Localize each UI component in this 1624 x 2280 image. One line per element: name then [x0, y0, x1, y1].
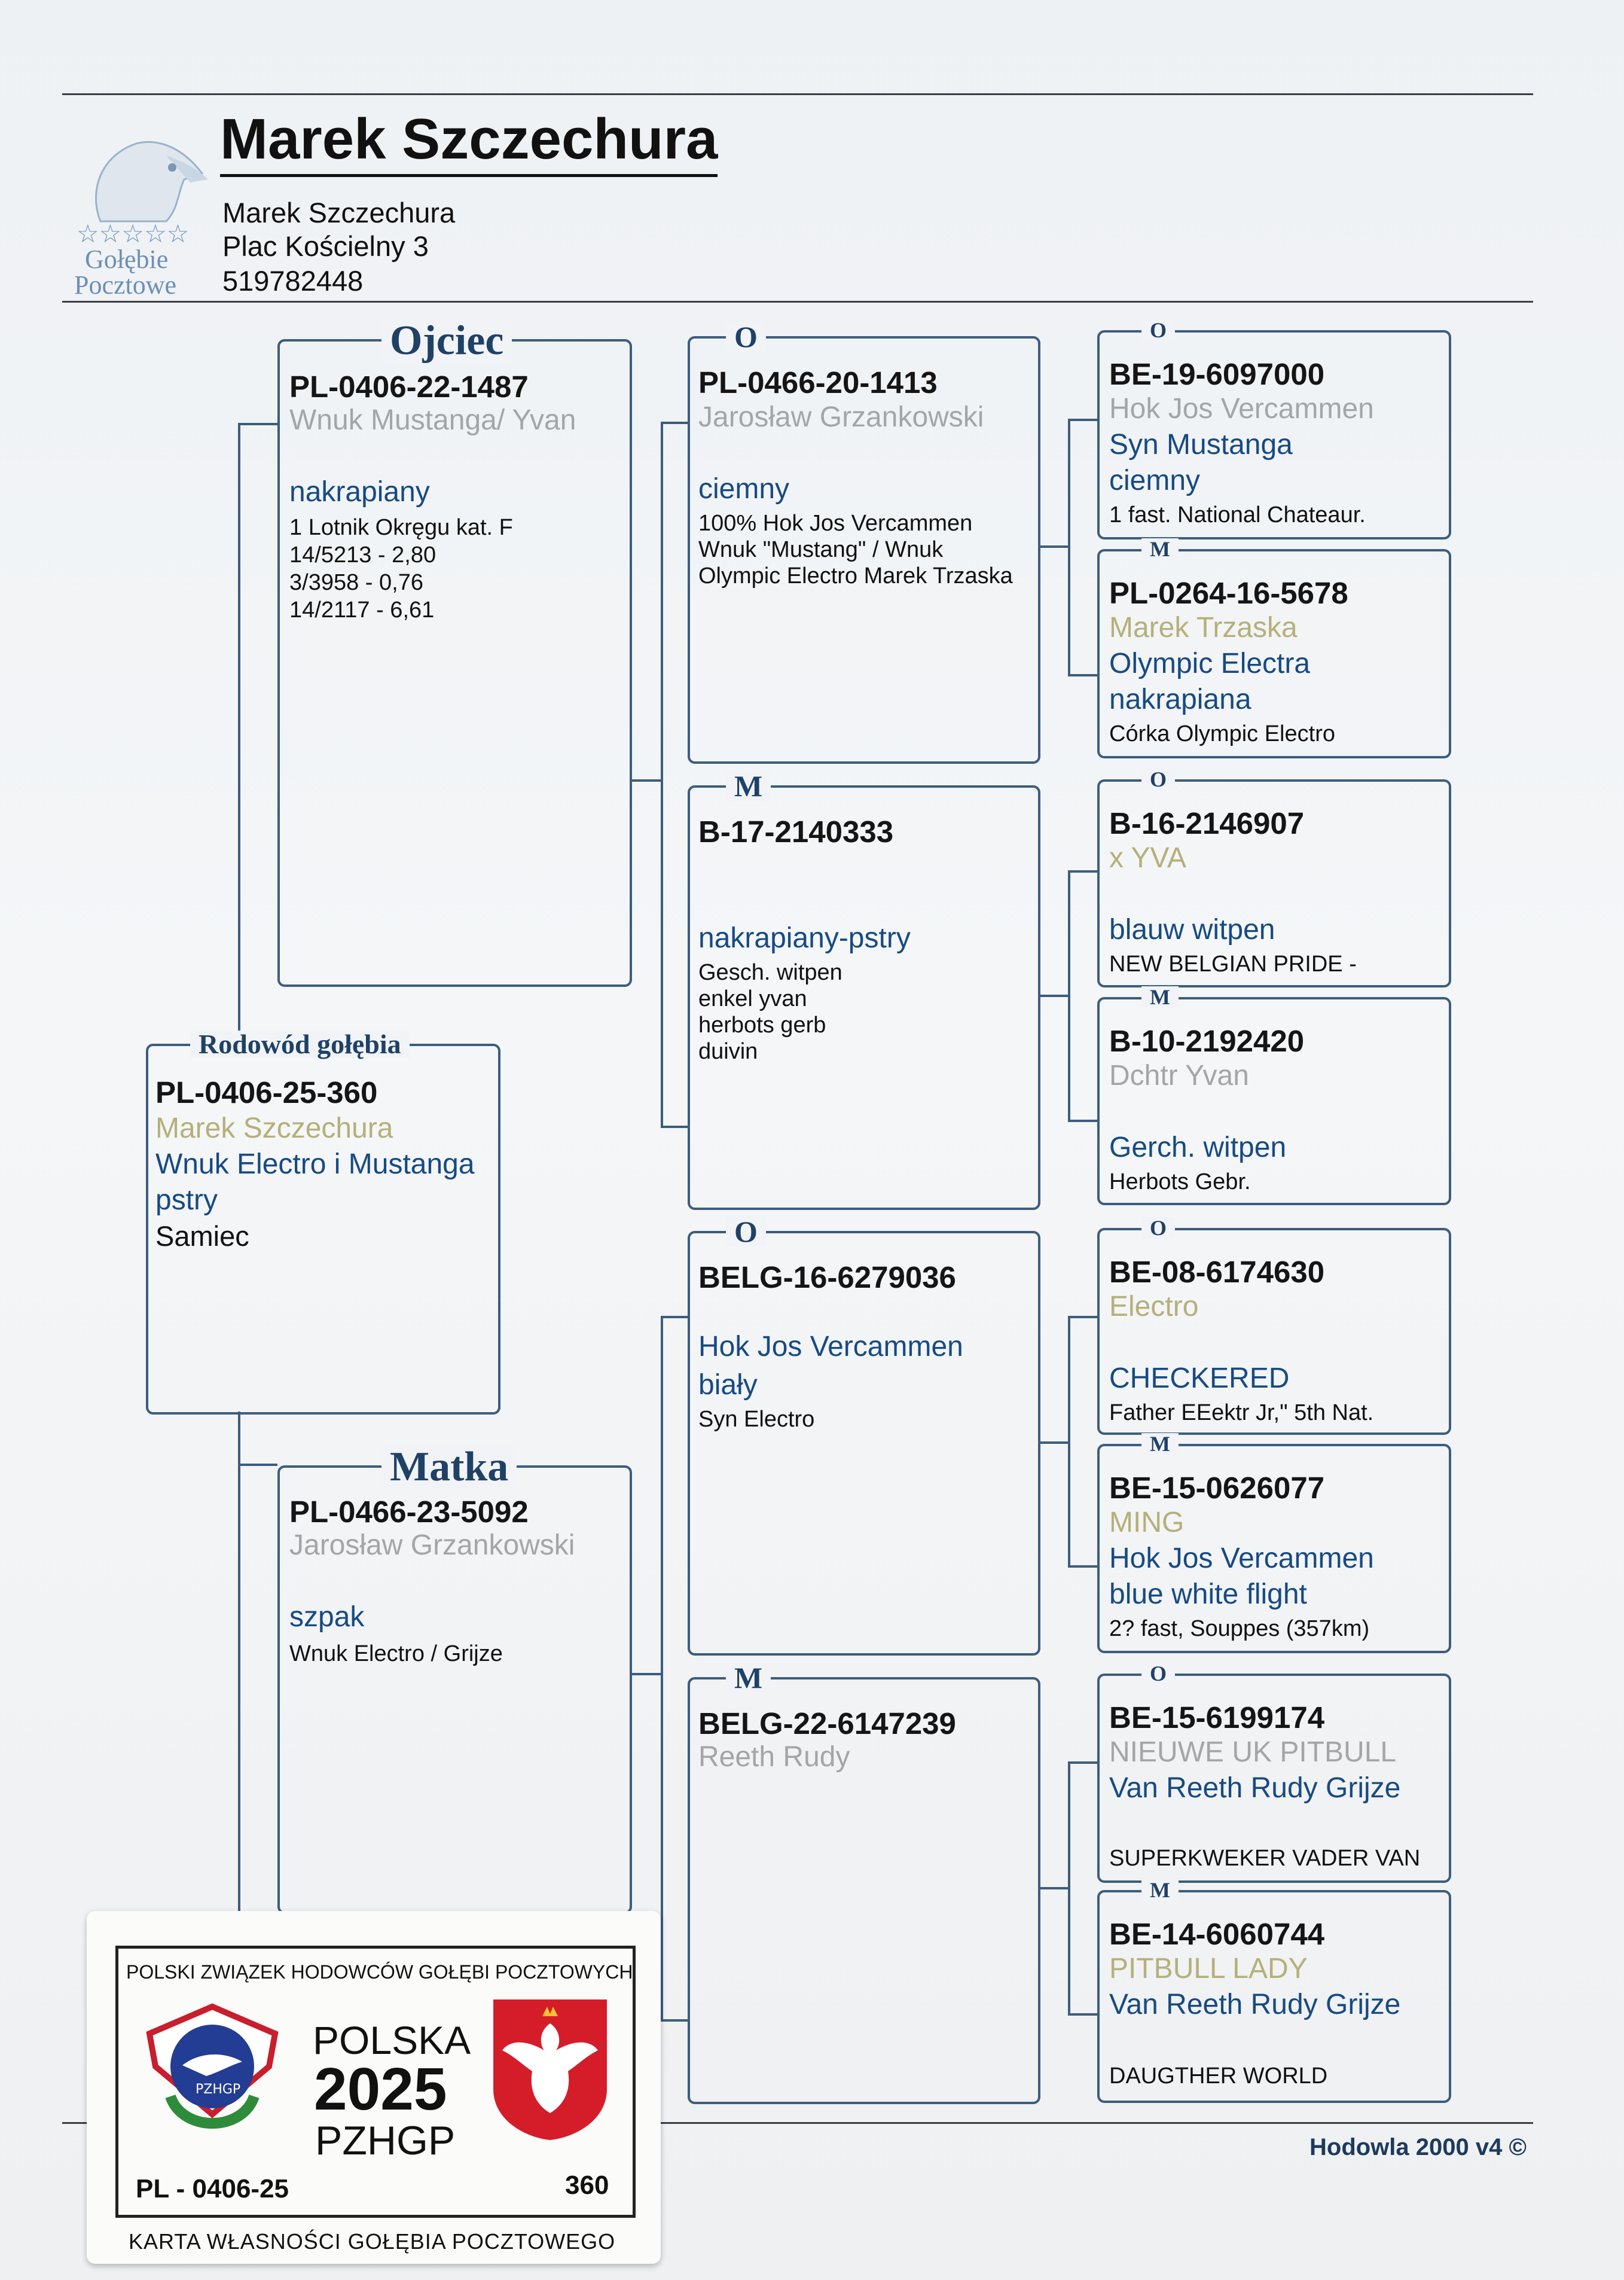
mother-breeder: Jarosław Grzankowski	[289, 1529, 575, 1561]
sex-mark: O	[726, 1217, 766, 1246]
grandparent-box-4	[688, 1661, 1040, 2104]
mother-color: szpak	[289, 1601, 365, 1633]
great-grandparent-ring: BE-08-6174630	[1109, 1255, 1325, 1289]
great-grandparent-color: nakrapiana	[1109, 684, 1251, 715]
great-grandparent-note: Father EEektr Jr," 5th Nat.	[1109, 1400, 1374, 1425]
stars-icon: ☆☆☆☆☆	[77, 219, 190, 248]
connector-line	[1039, 545, 1069, 548]
sex-mark: M	[726, 771, 771, 801]
great-grandparent-box-4	[1097, 985, 1451, 1205]
grandparent-note: Wnuk "Mustang" / Wnuk	[698, 537, 944, 562]
great-grandparent-box-8	[1097, 1878, 1451, 2103]
father-section-title: Ojciec	[381, 320, 512, 362]
pigeon-head-icon	[65, 120, 214, 251]
sex-mark: O	[1141, 1663, 1175, 1684]
great-grandparent-breeder: x YVA	[1109, 842, 1186, 874]
grandparent-note: herbots gerb	[698, 1013, 826, 1038]
sex-mark: M	[1141, 1879, 1179, 1901]
great-grandparent-name: Syn Mustanga	[1109, 429, 1293, 461]
connector-line	[1068, 1761, 1070, 2015]
pigeon-sex: Samiec	[155, 1220, 249, 1252]
great-grandparent-breeder: Hok Jos Vercammen	[1109, 393, 1374, 425]
grandparent-box-1	[688, 320, 1040, 764]
grandparent-ring: B-17-2140333	[698, 815, 894, 849]
card-caption: KARTA WŁASNOŚCI GOŁĘBIA POCZTOWEGO	[129, 2229, 616, 2254]
great-grandparent-note: 2? fast, Souppes (357km)	[1109, 1616, 1370, 1641]
great-grandparent-breeder: Electro	[1109, 1291, 1199, 1322]
pzhgp-emblem-icon	[135, 1995, 290, 2150]
grandparent-note: Gesch. witpen	[698, 960, 842, 985]
connector-line	[631, 779, 662, 782]
father-breeder: Wnuk Mustanga/ Yvan	[289, 404, 576, 436]
connector-line	[1039, 1887, 1069, 1889]
grandparent-note: Olympic Electro Marek Trzaska	[698, 563, 1013, 589]
grandparent-color: nakrapiany-pstry	[698, 922, 911, 954]
card-country: POLSKA	[313, 2018, 471, 2062]
grandparent-color: biały	[698, 1369, 758, 1401]
father-color: nakrapiany	[289, 476, 430, 508]
great-grandparent-color: Gerch. witpen	[1109, 1132, 1287, 1163]
connector-line	[1068, 419, 1070, 676]
address-phone: 519782448	[222, 265, 364, 297]
polish-eagle-icon	[487, 1994, 613, 2143]
great-grandparent-ring: BE-19-6097000	[1109, 357, 1325, 391]
card-year: 2025	[314, 2056, 447, 2123]
great-grandparent-box-3	[1097, 767, 1451, 987]
connector-line	[1068, 674, 1098, 676]
sex-mark: M	[1141, 1433, 1179, 1455]
father-note: 3/3958 - 0,76	[289, 570, 423, 595]
pigeon-section-title: Rodowód gołębia	[190, 1031, 410, 1058]
great-grandparent-box-2	[1097, 537, 1451, 758]
great-grandparent-breeder: PITBULL LADY	[1109, 1953, 1308, 1985]
connector-line	[238, 1464, 277, 1466]
great-grandparent-breeder: NIEUWE UK PITBULL	[1109, 1736, 1397, 1768]
connector-line	[1068, 870, 1098, 873]
connector-line	[661, 2019, 688, 2022]
mother-ring: PL-0466-23-5092	[289, 1495, 529, 1529]
mother-section-title: Matka	[381, 1446, 517, 1488]
grandparent-ring: BELG-16-6279036	[698, 1260, 956, 1294]
pigeon-box	[146, 1029, 500, 1415]
sex-mark: O	[726, 322, 766, 352]
great-grandparent-name: Hok Jos Vercammen	[1109, 1543, 1374, 1574]
header-rule	[62, 301, 1533, 303]
great-grandparent-ring: BE-15-0626077	[1109, 1471, 1325, 1505]
mother-note: Wnuk Electro / Grijze	[289, 1641, 503, 1666]
great-grandparent-ring: B-16-2146907	[1109, 806, 1305, 840]
page-title: Marek Szczechura	[220, 111, 718, 177]
great-grandparent-name: Van Reeth Rudy Grijze	[1109, 1772, 1401, 1804]
great-grandparent-name: Van Reeth Rudy Grijze	[1109, 1989, 1401, 2020]
pigeon-color: pstry	[155, 1184, 218, 1216]
address-name: Marek Szczechura	[222, 197, 456, 228]
svg-text:PZHGP: PZHGP	[196, 2082, 241, 2097]
connector-line	[238, 423, 277, 425]
great-grandparent-ring: PL-0264-16-5678	[1109, 576, 1348, 610]
connector-line	[1039, 1441, 1069, 1444]
grandparent-breeder: Jarosław Grzankowski	[698, 401, 984, 433]
ownership-card	[87, 1911, 661, 2264]
connector-line	[661, 422, 688, 424]
great-grandparent-ring: B-10-2192420	[1109, 1024, 1305, 1058]
father-note: 14/5213 - 2,80	[289, 542, 436, 568]
great-grandparent-breeder: MING	[1109, 1507, 1185, 1538]
connector-line	[1068, 1316, 1098, 1318]
card-org: POLSKI ZWIĄZEK HODOWCÓW GOŁĘBI POCZTOWYCH	[126, 1961, 633, 1983]
sex-mark: O	[1141, 1217, 1175, 1239]
pigeon-name: Wnuk Electro i Mustanga	[155, 1148, 475, 1180]
great-grandparent-ring: BE-14-6060744	[1109, 1917, 1325, 1951]
great-grandparent-box-5	[1097, 1216, 1451, 1435]
grandparent-breeder: Reeth Rudy	[698, 1741, 850, 1773]
sex-mark: M	[1141, 986, 1179, 1008]
address-street: Plac Kościelny 3	[222, 230, 429, 262]
connector-line	[631, 1673, 662, 1675]
sex-mark: M	[726, 1663, 771, 1693]
card-ring-prefix: PL - 0406-25	[136, 2174, 289, 2203]
grandparent-color: ciemny	[698, 473, 790, 505]
grandparent-box-2	[688, 769, 1040, 1210]
connector-line	[661, 1126, 688, 1128]
father-box	[277, 318, 632, 987]
great-grandparent-box-7	[1097, 1662, 1451, 1883]
great-grandparent-note: Córka Olympic Electro	[1109, 721, 1335, 746]
great-grandparent-breeder: Dchtr Yvan	[1109, 1060, 1249, 1092]
mother-box	[277, 1444, 632, 1914]
father-ring: PL-0406-22-1487	[289, 370, 529, 404]
grandparent-ring: PL-0466-20-1413	[698, 365, 938, 400]
grandparent-box-3	[688, 1215, 1040, 1656]
great-grandparent-color: CHECKERED	[1109, 1362, 1290, 1394]
great-grandparent-ring: BE-15-6199174	[1109, 1700, 1325, 1735]
great-grandparent-color: blue white flight	[1109, 1578, 1307, 1610]
card-abbr: PZHGP	[315, 2118, 456, 2163]
connector-line	[1068, 1316, 1070, 1567]
great-grandparent-note: DAUGTHER WORLD	[1109, 2063, 1328, 2089]
connector-line	[1068, 1120, 1098, 1122]
connector-line	[1039, 995, 1069, 997]
father-note: 14/2117 - 6,61	[289, 598, 435, 623]
great-grandparent-color: ciemny	[1109, 465, 1201, 496]
grandparent-note: duivin	[698, 1039, 758, 1064]
great-grandparent-color: blauw witpen	[1109, 914, 1275, 946]
great-grandparent-note: SUPERKWEKER VADER VAN	[1109, 1846, 1421, 1871]
great-grandparent-note: 1 fast. National Chateaur.	[1109, 502, 1366, 528]
connector-line	[1068, 1761, 1098, 1764]
sex-mark: O	[1141, 319, 1175, 341]
connector-line	[238, 423, 240, 1045]
connector-line	[238, 1412, 240, 1926]
connector-line	[1068, 419, 1098, 421]
pigeon-breeder: Marek Szczechura	[155, 1112, 393, 1144]
logo-text-2: Pocztowe	[74, 270, 177, 300]
connector-line	[1068, 870, 1070, 1121]
connector-line	[661, 422, 663, 1127]
top-rule	[62, 93, 1533, 95]
grandparent-note: enkel yvan	[698, 986, 807, 1011]
card-ring-number: 360	[565, 2171, 609, 2200]
great-grandparent-note: Herbots Gebr.	[1109, 1169, 1251, 1194]
software-footer: Hodowla 2000 v4 ©	[1309, 2134, 1527, 2160]
pigeon-ring: PL-0406-25-360	[155, 1075, 378, 1109]
great-grandparent-breeder: Marek Trzaska	[1109, 612, 1298, 644]
grandparent-breeder: Hok Jos Vercammen	[698, 1331, 963, 1362]
sex-mark: O	[1141, 769, 1175, 790]
connector-line	[661, 1316, 688, 1318]
great-grandparent-box-1	[1097, 318, 1451, 539]
grandparent-note: Syn Electro	[698, 1407, 815, 1432]
connector-line	[1068, 1565, 1098, 1568]
great-grandparent-box-6	[1097, 1432, 1451, 1653]
grandparent-note: 100% Hok Jos Vercammen	[698, 511, 973, 536]
father-note: 1 Lotnik Okręgu kat. F	[289, 515, 513, 540]
connector-line	[661, 1316, 663, 2022]
sex-mark: M	[1141, 538, 1179, 560]
grandparent-ring: BELG-22-6147239	[698, 1706, 956, 1741]
connector-line	[1068, 2013, 1098, 2016]
logo-text-1: Gołębie	[85, 245, 169, 274]
great-grandparent-note: NEW BELGIAN PRIDE -	[1109, 952, 1357, 977]
great-grandparent-name: Olympic Electra	[1109, 648, 1311, 679]
